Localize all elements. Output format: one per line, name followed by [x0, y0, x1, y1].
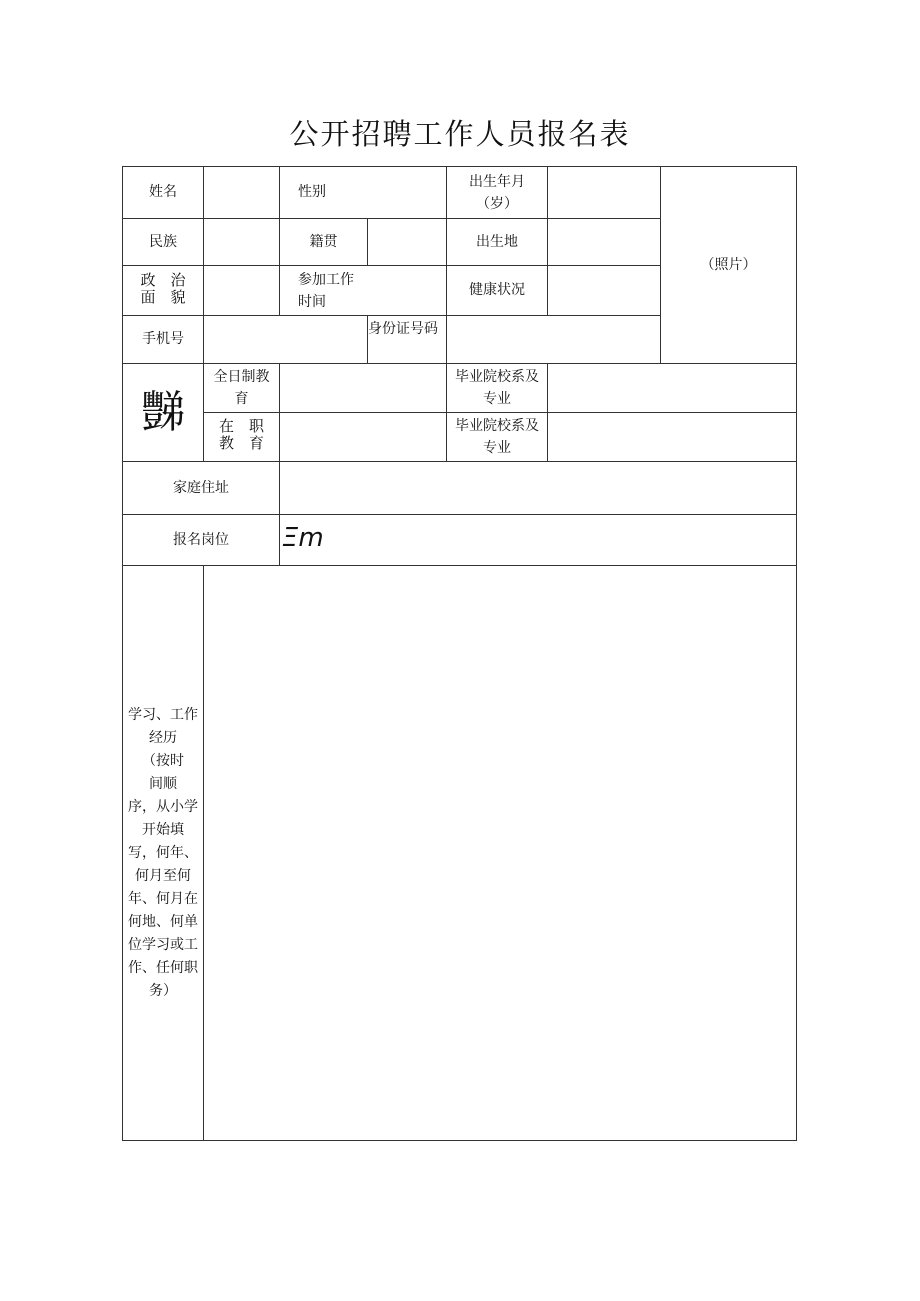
label-birth — [447, 167, 548, 219]
label-inservice-line2: 教 育 — [218, 434, 264, 452]
history-line-11: 位学习或工 — [128, 936, 198, 953]
field-id-number[interactable] — [447, 316, 661, 364]
label-id-number: 身份证号码 — [368, 316, 447, 364]
history-line-12: 作、任何职 — [128, 959, 198, 976]
education-header — [123, 364, 204, 462]
label-inservice-edu — [204, 413, 280, 462]
field-political[interactable] — [204, 266, 280, 316]
label-fulltime-line2: 育 — [234, 391, 249, 407]
label-grad-school — [447, 364, 548, 413]
field-birth[interactable] — [548, 167, 661, 219]
history-line-8: 何月至何 — [135, 867, 191, 884]
field-native-place[interactable] — [368, 219, 447, 266]
label-grad-school2-line2: 专业 — [483, 440, 511, 456]
label-name: 姓名 — [123, 167, 204, 219]
field-inservice-school[interactable] — [548, 413, 797, 462]
label-position: 报名岗位 — [123, 515, 280, 566]
label-grad-school-2 — [447, 413, 548, 462]
field-fulltime-edu[interactable] — [280, 364, 447, 413]
history-line-13: 务） — [149, 982, 177, 999]
gender-cell — [280, 167, 447, 219]
history-line-2: 经历 — [149, 729, 177, 746]
photo-box[interactable] — [661, 167, 797, 364]
history-line-7: 写，何年、 — [128, 844, 198, 861]
label-inservice-line1: 在 职 — [218, 417, 264, 435]
label-work-start-line1: 参加工作 — [298, 271, 354, 288]
field-name[interactable] — [204, 167, 280, 219]
history-line-9: 年、何月在 — [128, 890, 198, 907]
label-phone: 手机号 — [123, 316, 204, 364]
field-health[interactable] — [548, 266, 661, 316]
label-gender: 性别 — [298, 184, 326, 200]
field-birthplace[interactable] — [548, 219, 661, 266]
label-political — [123, 266, 204, 316]
page-title: 公开招聘工作人员报名表 — [289, 117, 631, 151]
field-ethnicity[interactable] — [204, 219, 280, 266]
label-fulltime-edu — [204, 364, 280, 413]
label-grad-school-line2: 专业 — [483, 391, 511, 407]
field-inservice-edu[interactable] — [280, 413, 447, 462]
history-line-10: 何地、何单 — [128, 913, 198, 930]
label-fulltime-line1: 全日制教 — [213, 369, 270, 385]
label-birthplace: 出生地 — [447, 219, 548, 266]
label-history — [123, 566, 204, 1141]
field-position[interactable] — [280, 515, 797, 566]
field-fulltime-school[interactable] — [548, 364, 797, 413]
label-grad-school2-line1: 毕业院校系及 — [455, 418, 539, 434]
label-health: 健康状况 — [447, 266, 548, 316]
label-birth-line1: 出生年月 — [469, 173, 525, 190]
label-birth-line2: （岁） — [476, 195, 518, 212]
photo-label: （照片） — [700, 256, 757, 273]
label-political-line1: 政 治 — [140, 270, 186, 289]
label-address: 家庭住址 — [123, 462, 280, 515]
label-work-start — [280, 266, 447, 316]
label-political-line2: 面 貌 — [140, 287, 186, 306]
position-mark: Ξm — [282, 522, 324, 553]
history-line-6: 开始填 — [142, 821, 184, 838]
field-address[interactable] — [280, 462, 797, 515]
history-line-4: 间顺 — [149, 775, 177, 792]
education-glyph: 豒 — [141, 386, 185, 438]
history-line-1: 学习、工作 — [128, 706, 198, 723]
label-work-start-line2: 时间 — [298, 293, 326, 310]
history-line-3: （按时 — [142, 752, 184, 769]
registration-form — [122, 166, 797, 1141]
field-phone[interactable] — [204, 316, 368, 364]
history-line-5: 序，从小学 — [128, 798, 198, 815]
label-grad-school-line1: 毕业院校系及 — [455, 369, 539, 385]
field-history[interactable] — [204, 566, 797, 1141]
label-native-place: 籍贯 — [280, 219, 368, 266]
label-ethnicity: 民族 — [123, 219, 204, 266]
